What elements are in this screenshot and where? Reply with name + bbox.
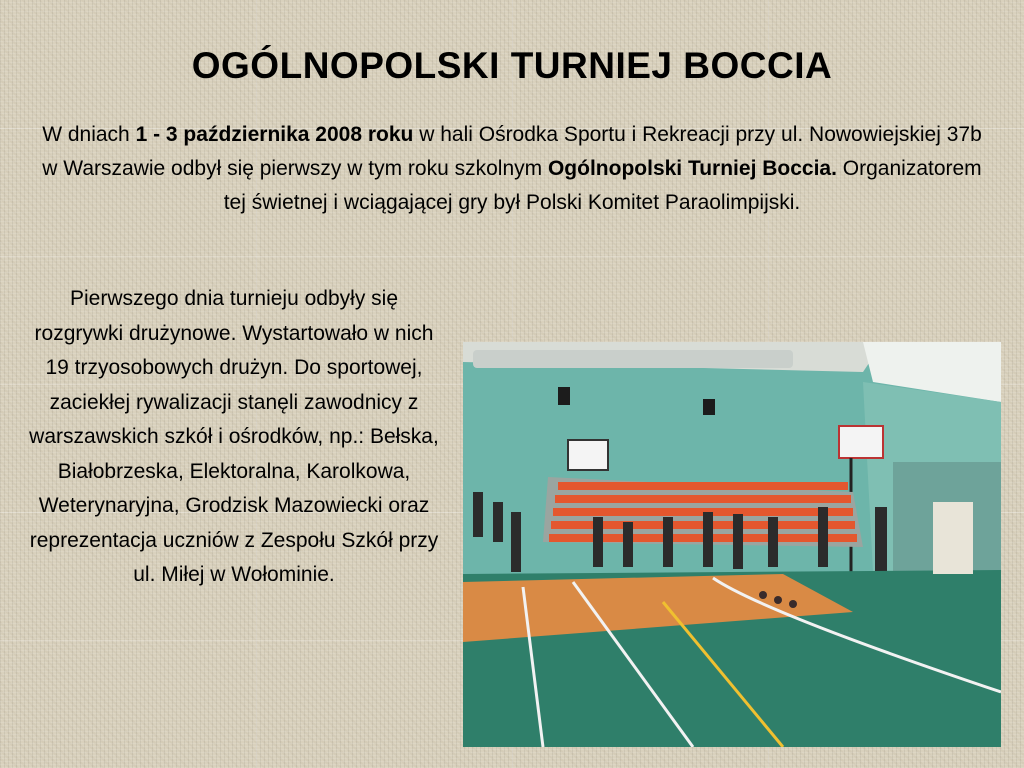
sports-hall-photo [463,342,1001,747]
backboard-left [568,440,608,470]
intro-event-name: Ogólnopolski Turniej Boccia. [547,157,837,180]
body-paragraph: Pierwszego dnia turnieju odbyły się rozgrywki drużynowe. Wystartowało w nich 19 trzyosobowych drużyn. Do sportowej, zaciekłej rywalizacji stanęli zawodnicy z warszawskich szkół i ośrodków, np.: Bełska, Białobrzeska, Elektoralna, Karolkowa, Weterynaryjna, Grodzisk Mazowiecki oraz reprezentacja uczniów z Zespołu Szkół przy ul. Miłej w Wołominie. [29,287,439,586]
intro-paragraph [40,118,984,220]
intro-text-2: w hali Ośrodka Sportu i Rekreacji przy ul. Nowowiejskiej 37b w Warszawie odbył się pierwszy w tym roku szkolnym [42,123,982,180]
speaker-right [703,399,715,415]
intro-text-1: W dniach [42,123,136,146]
slide-title: OGÓLNOPOLSKI TURNIEJ BOCCIA [191,45,833,86]
backboard-right [839,426,883,458]
sports-hall-illustration [463,342,1001,747]
ventilation-duct [473,350,793,368]
intro-text-3: Organizatorem tej świetnej i wciągającej gry był Polski Komitet Paraolimpijski. [223,157,982,214]
intro-date: 1 - 3 października 2008 roku [135,123,414,146]
speaker-left [558,387,570,405]
board-panel [933,502,973,574]
